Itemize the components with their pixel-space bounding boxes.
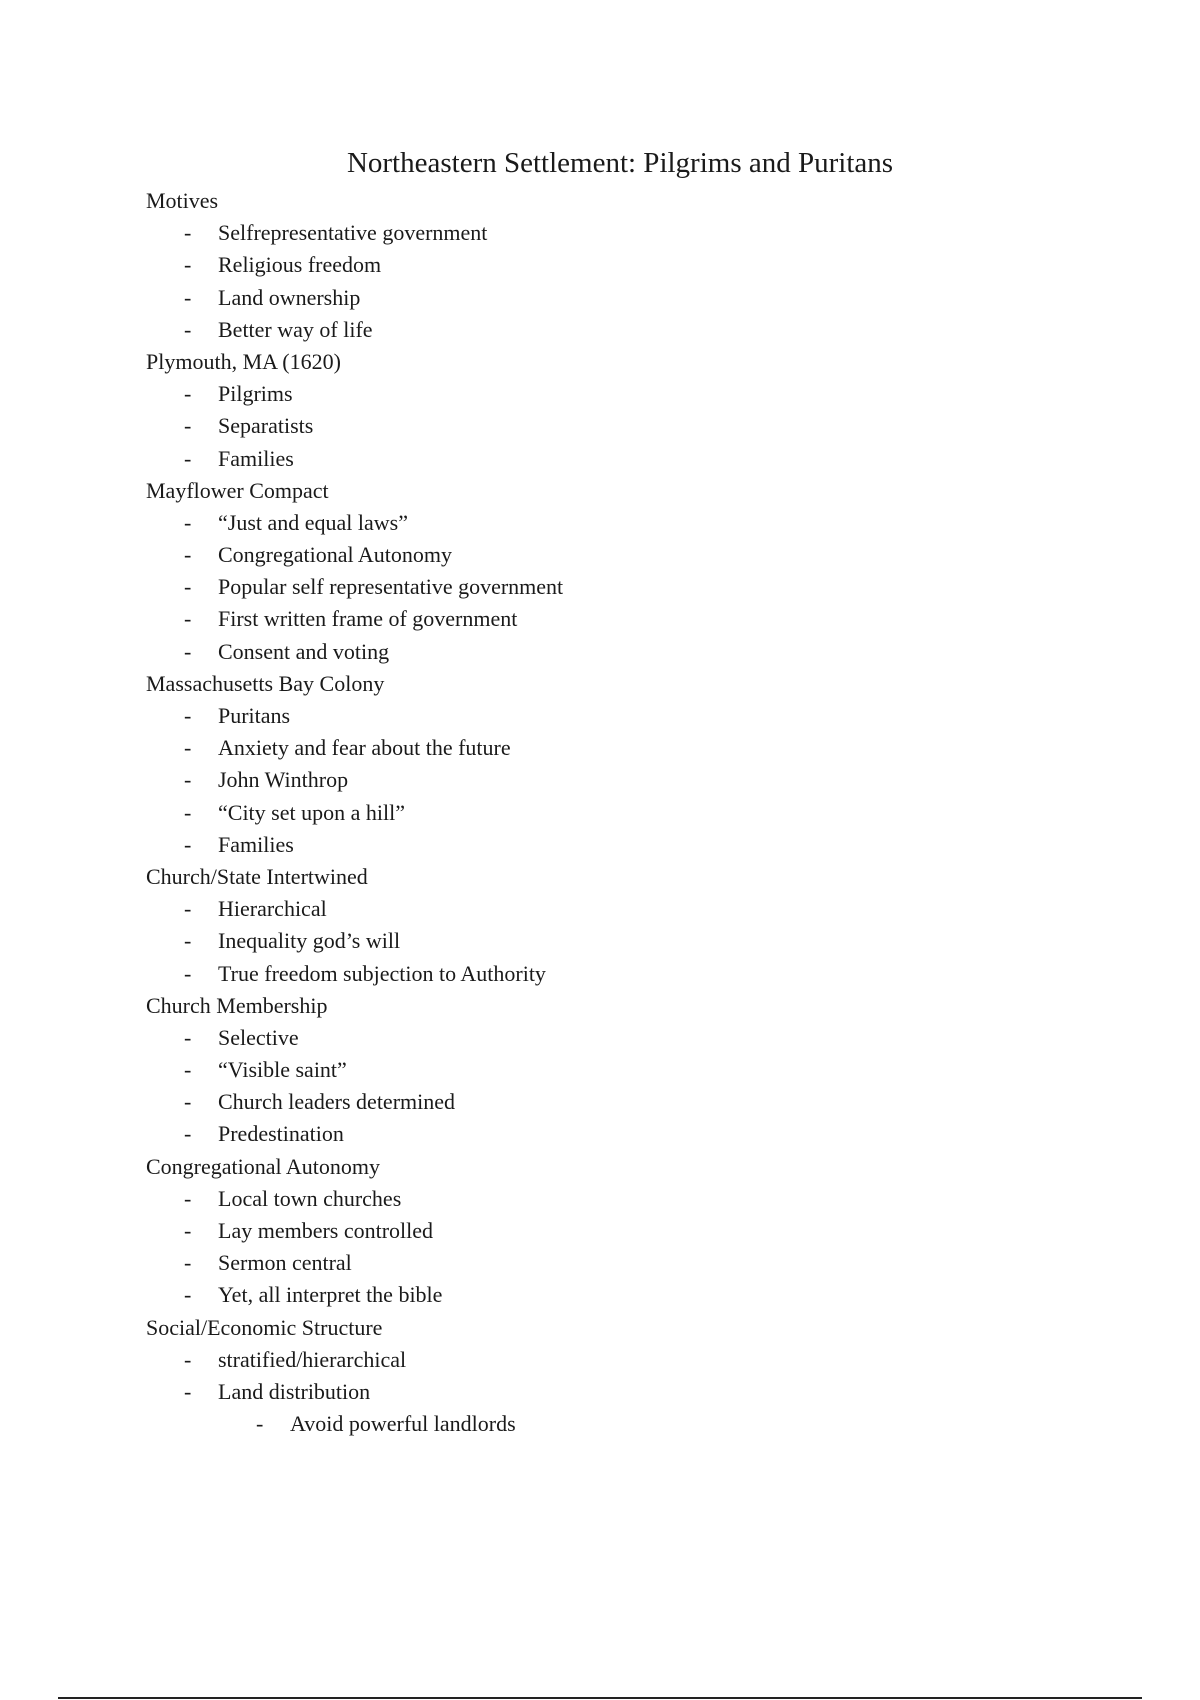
bullet-dash: -: [184, 767, 192, 793]
list-item-text: Land ownership: [218, 284, 361, 310]
list-item: [146, 893, 1046, 925]
sub-list-item: [146, 1408, 1046, 1440]
list-item-text: Religious freedom: [218, 252, 382, 278]
document-title: Northeastern Settlement: Pilgrims and Puritans: [346, 147, 894, 179]
bullet-dash: -: [184, 1024, 192, 1050]
list-item: [146, 282, 1046, 314]
bullet-dash: -: [184, 1057, 192, 1083]
section-heading: Mayflower Compact: [146, 477, 329, 503]
bullet-dash: -: [184, 574, 192, 600]
section-heading: Plymouth, MA (1620): [146, 348, 341, 374]
list-item-text: Selfrepresentative government: [218, 220, 488, 246]
list-item: [146, 732, 1046, 764]
list-item: [146, 314, 1046, 346]
list-item: [146, 603, 1046, 635]
bullet-dash: -: [184, 896, 192, 922]
bullet-dash: -: [184, 1282, 192, 1308]
list-item-text: Predestination: [218, 1121, 344, 1147]
list-item: [146, 764, 1046, 796]
bullet-dash: -: [184, 1250, 192, 1276]
bullet-dash: -: [256, 1411, 264, 1437]
section-heading: Church/State Intertwined: [146, 863, 368, 889]
list-item-text: Families: [218, 831, 294, 857]
list-item: [146, 700, 1046, 732]
section-heading: Social/Economic Structure: [146, 1314, 383, 1340]
bullet-dash: -: [184, 381, 192, 407]
list-item-text: True freedom subjection to Authority: [218, 960, 546, 986]
bullet-dash: -: [184, 445, 192, 471]
bullet-dash: -: [184, 1089, 192, 1115]
list-item: [146, 1344, 1046, 1376]
list-item-text: stratified/hierarchical: [218, 1346, 407, 1372]
list-item: [146, 217, 1046, 249]
list-item: [146, 797, 1046, 829]
list-item-text: Sermon central: [218, 1250, 352, 1276]
notes-outline: [146, 185, 1046, 1440]
list-item: [146, 378, 1046, 410]
bullet-dash: -: [184, 413, 192, 439]
bullet-dash: -: [184, 1378, 192, 1404]
list-item-text: Selective: [218, 1024, 299, 1050]
list-item-text: Church leaders determined: [218, 1089, 456, 1115]
list-item: [146, 1279, 1046, 1311]
section-heading: Church Membership: [146, 992, 328, 1018]
bullet-dash: -: [184, 1121, 192, 1147]
bullet-dash: -: [184, 799, 192, 825]
bullet-dash: -: [184, 1218, 192, 1243]
bullet-dash: -: [184, 831, 192, 857]
list-item: [146, 1183, 1046, 1215]
list-item: [146, 507, 1046, 539]
list-item-text: Puritans: [218, 703, 291, 728]
list-item: [146, 829, 1046, 861]
list-item-text: Hierarchical: [218, 896, 327, 922]
list-item: [146, 1215, 1046, 1247]
bullet-dash: -: [184, 735, 192, 761]
list-item: [146, 958, 1046, 990]
list-item: [146, 1054, 1046, 1086]
bullet-dash: -: [184, 252, 192, 278]
list-item: [146, 1022, 1046, 1054]
list-item: [146, 925, 1046, 957]
list-item-text: Yet, all interpret the bible: [218, 1282, 443, 1308]
list-item-text: Congregational Autonomy: [218, 542, 453, 568]
bullet-dash: -: [184, 606, 192, 632]
bullet-dash: -: [184, 703, 192, 728]
list-item: [146, 1247, 1046, 1279]
list-item-text: John Winthrop: [218, 767, 349, 793]
bullet-dash: -: [184, 960, 192, 986]
bullet-dash: -: [184, 542, 192, 568]
list-item: [146, 1086, 1046, 1118]
sub-list-item-text: Avoid powerful landlords: [290, 1411, 516, 1437]
bullet-dash: -: [184, 220, 192, 246]
bullet-dash: -: [184, 316, 192, 342]
list-item-text: Pilgrims: [218, 381, 293, 407]
list-item-text: Popular self representative government: [218, 574, 564, 600]
list-item-text: Inequality god’s will: [218, 928, 401, 954]
list-item-text: Land distribution: [218, 1378, 371, 1404]
list-item-text: “Visible saint”: [218, 1057, 347, 1083]
list-item-text: Better way of life: [218, 316, 373, 342]
list-item: [146, 1376, 1046, 1408]
list-item: [146, 571, 1046, 603]
list-item-text: “Just and equal laws”: [218, 509, 408, 535]
list-item-text: Local town churches: [218, 1185, 402, 1211]
bullet-dash: -: [184, 1185, 192, 1211]
list-item: [146, 410, 1046, 442]
bullet-dash: -: [184, 928, 192, 954]
bullet-dash: -: [184, 638, 192, 664]
bullet-dash: -: [184, 1346, 192, 1372]
bullet-dash: -: [184, 284, 192, 310]
list-item-text: Families: [218, 445, 294, 471]
list-item-text: Lay members controlled: [218, 1218, 434, 1243]
list-item-text: “City set upon a hill”: [218, 799, 405, 825]
list-item-text: Consent and voting: [218, 638, 390, 664]
footer-rule: [58, 1697, 1142, 1699]
list-item: [146, 636, 1046, 668]
list-item-text: Separatists: [218, 413, 314, 439]
section-heading: Congregational Autonomy: [146, 1153, 381, 1179]
list-item: [146, 1118, 1046, 1150]
list-item: [146, 249, 1046, 281]
list-item: [146, 443, 1046, 475]
list-item-text: First written frame of government: [218, 606, 518, 632]
list-item-text: Anxiety and fear about the future: [218, 735, 511, 761]
section-heading: Massachusetts Bay Colony: [146, 670, 385, 696]
bullet-dash: -: [184, 509, 192, 535]
section-heading: Motives: [146, 188, 219, 213]
list-item: [146, 539, 1046, 571]
